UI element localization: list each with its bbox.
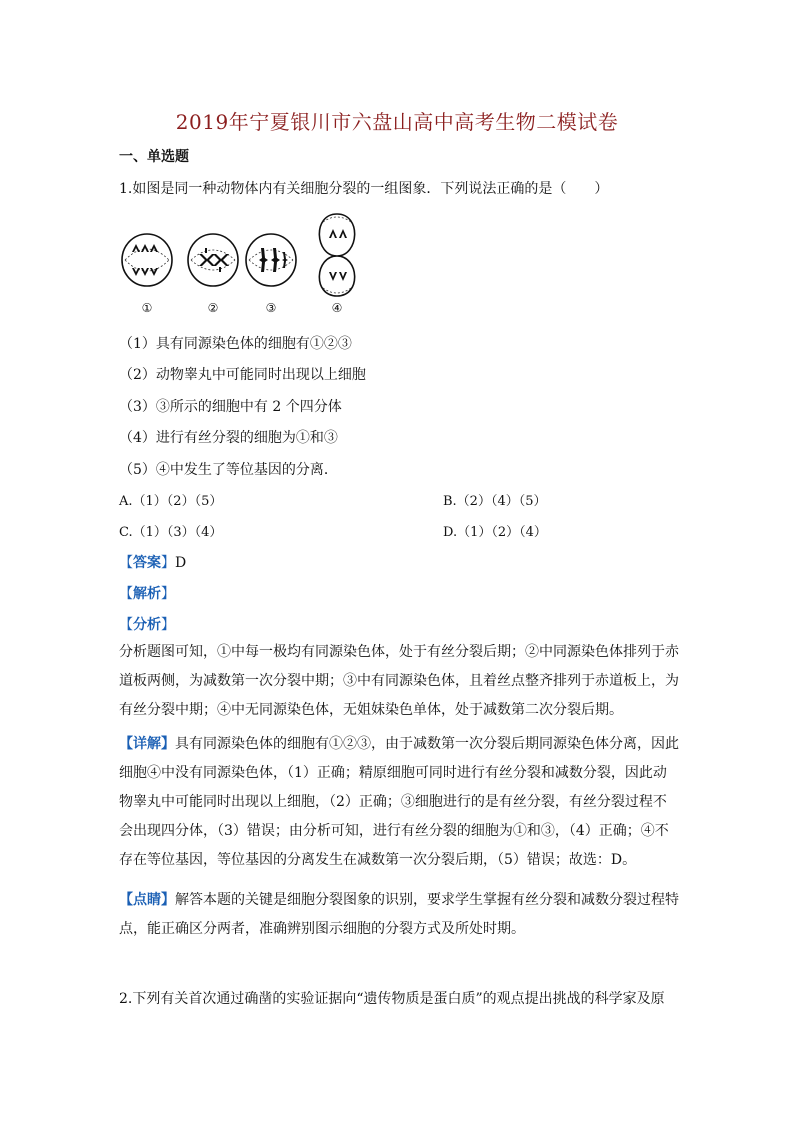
option-c: C.（1）（3）（4） [119,525,223,540]
statement-2: （2）动物睾丸中可能同时出现以上细胞 [119,367,366,383]
statement-4: （4）进行有丝分裂的细胞为①和③ [119,430,338,446]
analysis-heading: 【解析】 [119,586,175,602]
figure-label-3: ③ [265,301,277,315]
cell-2 [188,234,238,286]
answer-line: 【答案】D [119,555,187,571]
option-a: A.（1）（2）（5） [119,494,223,509]
cell-4 [319,214,354,296]
statement-1: （1）具有同源染色体的细胞有①②③ [119,336,352,352]
detail-paragraph: 【详解】具有同源染色体的细胞有①②③，由于减数第一次分裂后期同源染色体分离，因此细胞④中没有同源染色体，（1）正确；精原细胞可同时进行有丝分裂和减数分裂，因此动物睾丸中可能同时出现以上细胞，（2）正确；③细胞进行的是有丝分裂，有丝分裂过程不会出现四分体，（3）错误；由分析可知，进行有丝分裂的细胞为①和③，（4）正确；④不存在等位基因，等位基因的分离发生在减数第一次分裂后期，（5）错误；故选：D。 [119,736,679,868]
answer-label: 答案 [133,555,161,571]
dianjing-paragraph: 【点睛】解答本题的关键是细胞分裂图象的识别，要求学生掌握有丝分裂和减数分裂过程特点，能正确区分两者，准确辨别图示细胞的分裂方式及所处时期。 [119,892,679,937]
option-b: B.（2）（4）（5） [443,494,547,509]
section-heading: 一、单选题 [119,149,189,165]
statement-3: （3）③所示的细胞中有 2 个四分体 [119,399,342,415]
option-d: D.（1）（2）（4） [443,525,547,540]
figure-label-1: ① [141,301,153,315]
fenxi-paragraph: 分析题图可知，①中每一极均有同源染色体，处于有丝分裂后期；②中同源染色体排列于赤道板两侧，为减数第一次分裂中期；③中有同源染色体，且着丝点整齐排列于赤道板上，为有丝分裂中期；④中无同源染色体，无姐妹染色单体，处于减数第二次分裂后期。 [119,644,679,718]
figure-label-4: ④ [331,301,343,315]
cell-division-figure [119,208,369,318]
answer-value: D [175,555,187,571]
question-1-stem: 1.如图是同一种动物体内有关细胞分裂的一组图象．下列说法正确的是（ ） [119,181,609,197]
figure-label-2: ② [207,301,219,315]
question-2-stem: 2.下列有关首次通过确凿的实验证据向“遗传物质是蛋白质”的观点提出挑战的科学家及原 [119,991,665,1007]
statement-5: （5）④中发生了等位基因的分离． [119,462,338,478]
page-title: 2019年宁夏银川市六盘山高中高考生物二模试卷 [175,110,619,134]
cell-1 [122,234,172,286]
fenxi-heading: 【分析】 [119,617,175,633]
